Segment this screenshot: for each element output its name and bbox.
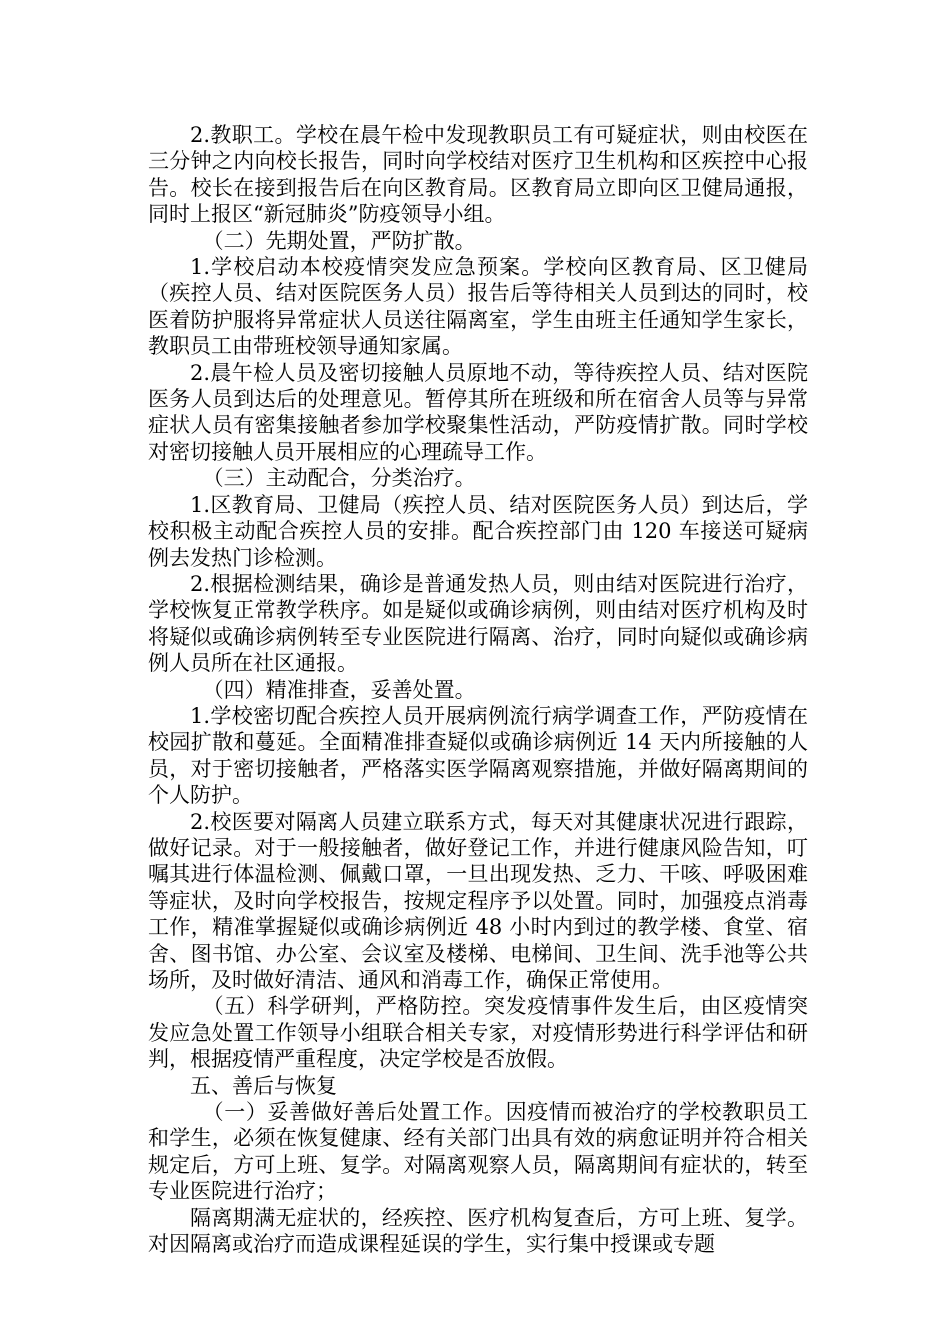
- section-heading-aftermath: 五、善后与恢复: [190, 1073, 337, 1098]
- section-heading-screening: （四）精准排查，妥善处置。: [202, 677, 476, 702]
- paragraph-cooperate-cdc: 1.区教育局、卫健局（疾控人员、结对医院医务人员）到达后，学校积极主动配合疾控人员的安排。配合疾控部门由 120 车接送可疑病例去发热门诊检测。: [148, 492, 808, 570]
- paragraph-close-contacts-wait: 2.晨午检人员及密切接触人员原地不动，等待疾控人员、结对医院医务人员到达后的处理意见。暂停其所在班级和所在宿舍人员等与异常症状人员有密集接触者参加学校聚集性活动，严防疫情扩散。同时学校对密切接触人员开展相应的心理疏导工作。: [148, 360, 808, 464]
- paragraph-aftermath-handling: （一）妥善做好善后处置工作。因疫情而被治疗的学校教职员工和学生，必须在恢复健康、经有关部门出具有效的病愈证明并符合相关规定后，方可上班、复学。对隔离观察人员，隔离期间有症状的，转至专业医院进行治疗；: [148, 1100, 808, 1204]
- paragraph-emergency-plan: 1.学校启动本校疫情突发应急预案。学校向区教育局、区卫健局（疾控人员、结对医院医务人员）报告后等待相关人员到达的同时，校医着防护服将异常症状人员送往隔离室，学生由班主任通知学生家长，教职员工由带班校领导通知家属。: [148, 255, 808, 359]
- paragraph-quarantine-tracking: 2.校医要对隔离人员建立联系方式，每天对其健康状况进行跟踪，做好记录。对于一般接触者，做好登记工作，并进行健康风险告知，叮嘱其进行体温检测、佩戴口罩，一旦出现发热、乏力、干咳、呼吸困难等症状，及时向学校报告，按规定程序予以处置。同时，加强疫点消毒工作，精准掌握疑似或确诊病例近 48 小时内到过的教学楼、食堂、宿舍、图书馆、办公室、会议室及楼梯、电梯间、卫生间、洗手池等公共场所，及时做好清洁、通风和消毒工作，确保正常使用。: [148, 809, 808, 992]
- paragraph-staff-report: 2.教职工。学校在晨午检中发现教职员工有可疑症状，则由校医在三分钟之内向校长报告，同时向学校结对医疗卫生机构和区疾控中心报告。校长在接到报告后在向区教育局。区教育局立即向区卫健局通报，同时上报区“新冠肺炎”防疫领导小组。: [148, 123, 808, 227]
- paragraph-test-results: 2.根据检测结果，确诊是普通发热人员，则由结对医院进行治疗，学校恢复正常教学秩序。如是疑似或确诊病例，则由结对医疗机构及时将疑似或确诊病例转至专业医院进行隔离、治疗，同时向疑似或确诊病例人员所在社区通报。: [148, 571, 808, 676]
- section-heading-initial-handling: （二）先期处置，严防扩散。: [202, 228, 476, 253]
- paragraph-quarantine-end: 隔离期满无症状的，经疾控、医疗机构复查后，方可上班、复学。对因隔离或治疗而造成课程延误的学生，实行集中授课或专题: [148, 1205, 808, 1257]
- paragraph-scientific-assessment: （五）科学研判，严格防控。突发疫情事件发生后，由区疫情突发应急处置工作领导小组联合相关专家，对疫情形势进行科学评估和研判，根据疫情严重程度，决定学校是否放假。: [148, 994, 808, 1072]
- paragraph-epidemiological-survey: 1.学校密切配合疾控人员开展病例流行病学调查工作，严防疫情在校园扩散和蔓延。全面精准排查疑似或确诊病例近 14 天内所接触的人员，对于密切接触者，严格落实医学隔离观察措施，并做好隔离期间的个人防护。: [148, 703, 808, 808]
- document-page: [148, 122, 808, 1257]
- section-heading-cooperation: （三）主动配合，分类治疗。: [202, 466, 476, 491]
